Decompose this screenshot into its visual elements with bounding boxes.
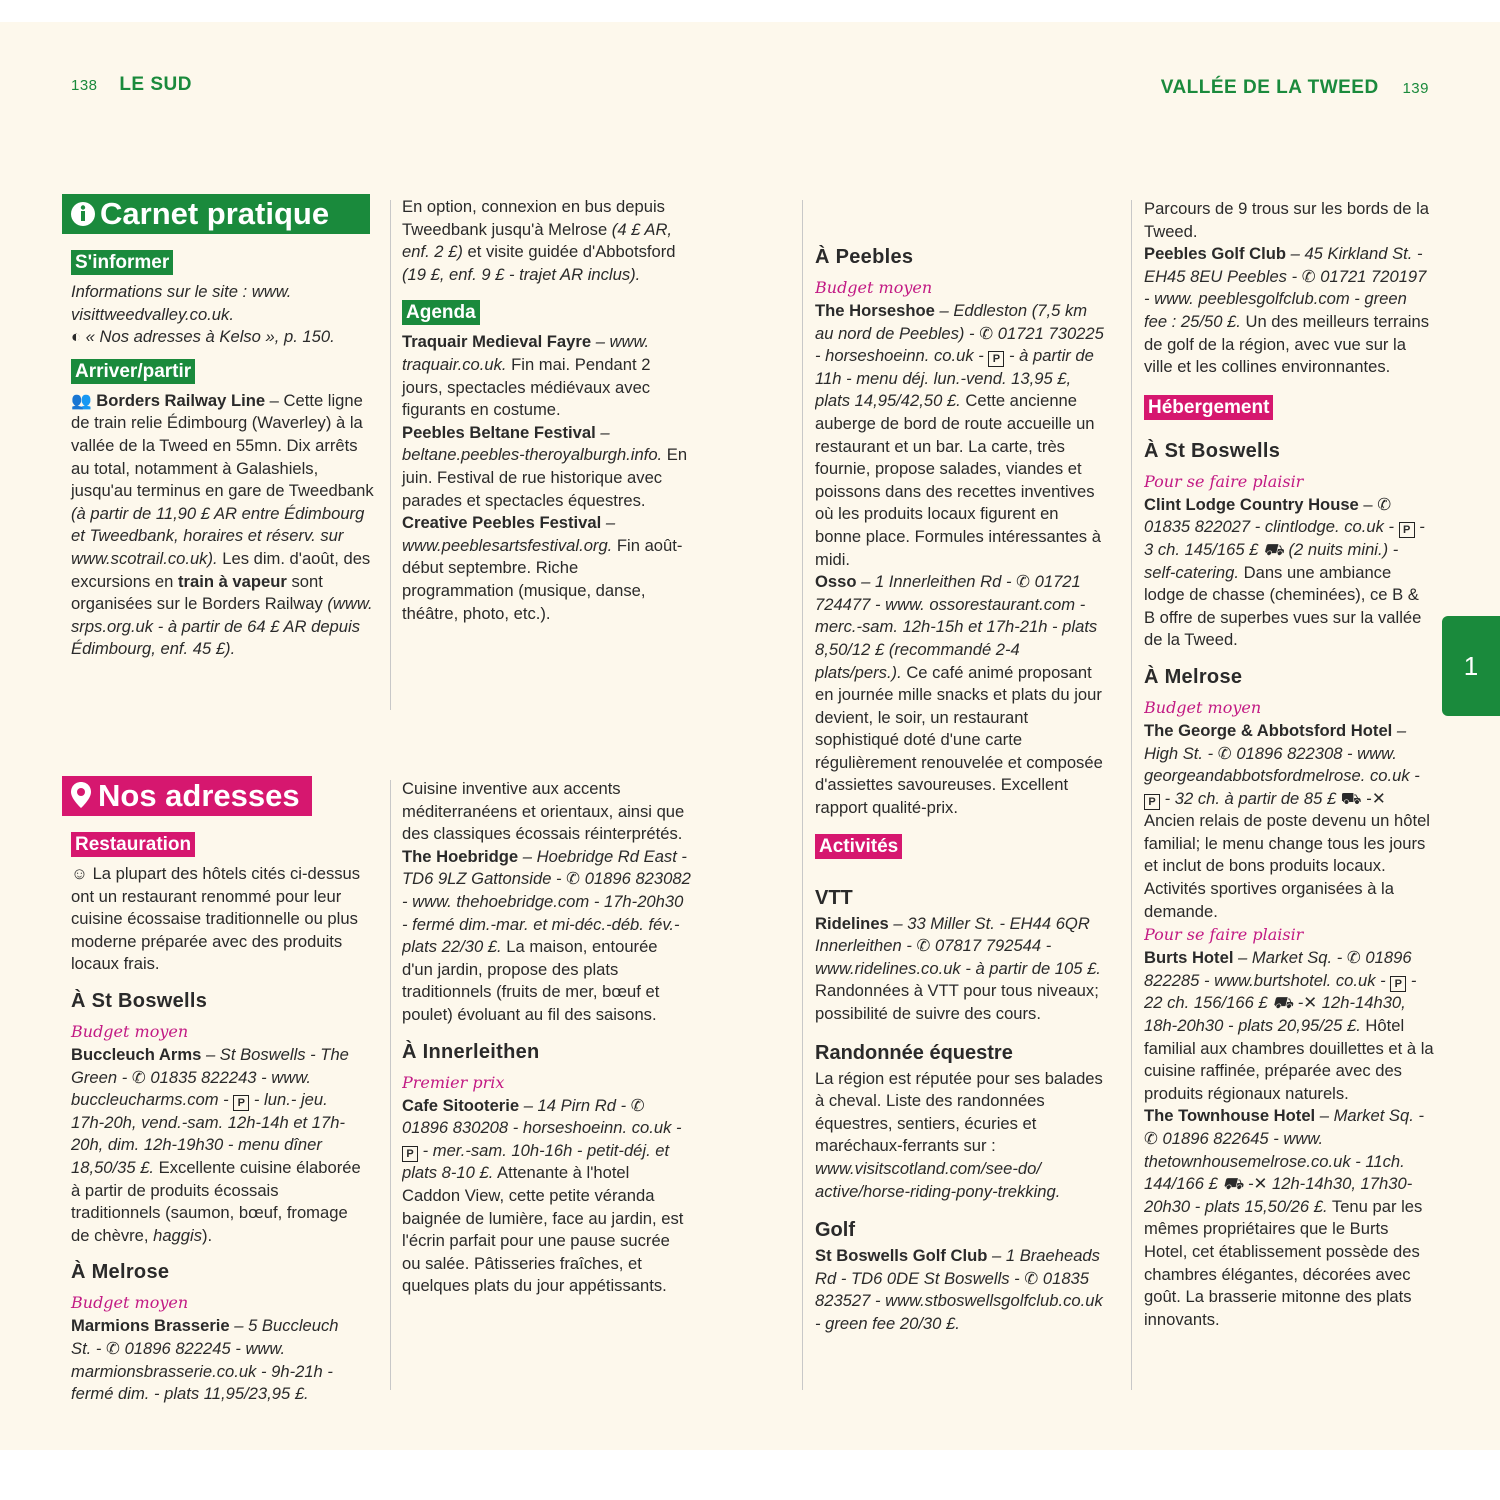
phone-icon: ✆	[566, 869, 581, 889]
parking-icon: P	[1399, 522, 1415, 538]
peebles-golf-entry: Peebles Golf Club – 45 Kirkland St. - EH45 8EU Peebles - ✆ 01721 720197 - www. peeblesgolfclub.com - green fee : 25/50 £. Un des meilleurs terrains de golf de la région, avec vue sur la ville et les collines environnantes.	[1144, 244, 1430, 377]
town-st-boswells: À St Boswells	[1144, 439, 1281, 462]
phone-icon: ✆	[1144, 1129, 1158, 1148]
sinformer-text: Informations sur le site : www. visittweedvalley.co.uk.	[71, 282, 292, 324]
marmions-brasserie-entry: Marmions Brasserie – 5 Buccleuch St. - ✆ 01896 822245 - www. marmionsbrasserie.co.uk - 9h-21h - fermé dim. - plats 11,95/23,95 £.	[71, 1316, 339, 1404]
cafe-sitooterie-entry: Cafe Sitooterie – 14 Pirn Rd - ✆ 01896 830208 - horseshoeinn. co.uk - P - mer.-sam. 10h-16h - petit-déj. et plats 8-10 £. Attenante à l'hotel Caddon View, cette petite véranda baignée de lumière, face au jardin, est l'écrin parfait pour une pause sucrée ou salée. Pâtisseries fraîches, et quelques plats du jour appétissants.	[402, 1095, 684, 1296]
town-st-boswells: À St Boswells	[71, 989, 208, 1012]
column-rule	[390, 780, 391, 1390]
parking-icon: P	[988, 351, 1004, 367]
column-3	[815, 198, 1105, 1390]
phone-icon: ✆	[1016, 572, 1030, 592]
column-rule	[1131, 200, 1132, 1390]
right-section-title: VALLÉE DE LA TWEED	[1160, 77, 1379, 98]
event-creative-peebles: Creative Peebles Festival – www.peeblesartsfestival.org. Fin août-début septembre. Riche programmation (musique, danse, théâtre, photo, etc.).	[402, 513, 683, 623]
column-4	[1144, 198, 1434, 1390]
hebergement-heading: Hébergement	[1144, 395, 1273, 420]
golf-heading: Golf	[815, 1219, 855, 1242]
osso-entry: Osso – 1 Innerleithen Rd - ✆ 01721 724477 - www. ossorestaurant.com - merc.-sam. 12h-15h et 17h-21h - plats 8,50/12 £ (recommandé 2-4 plats/pers.). Ce café animé proposant en journée mille snacks et plats du jour devient, le soir, un restaurant sophistiqué doté d'une carte régulièrement renouvelée et composée d'assiettes savoureuses. Excellent rapport qualité-prix.	[815, 572, 1103, 818]
townhouse-hotel-entry: The Townhouse Hotel – Market Sq. - ✆ 01896 822645 - www. thetownhousemelrose.co.uk - 11ch. 144/166 £ ⛟ -✕ 12h-14h30, 17h30- 20h30 - plats 15,50/26 £. Tenu par les mêmes propriétaires que le Burts Hotel, cet établissement possède des chambres élégantes, décorées avec goût. La brasserie mitonne des plats innovants.	[1144, 1106, 1424, 1329]
randonnee-text: La région est réputée pour ses balades à cheval. Liste des randonnées équestres, sentiers, écuries et maréchaux-ferrants sur : www.visitscotland.com/see-do/ active/horse-riding-pony-trekking.	[815, 1068, 1103, 1201]
cutlery-icon: ✕	[1253, 1174, 1268, 1194]
budget-label: Pour se faire plaisir	[1144, 471, 1304, 491]
phone-icon: ✆	[1024, 1268, 1039, 1288]
cutlery-icon: ✕	[1303, 993, 1318, 1013]
column-1-top	[62, 194, 374, 661]
parking-icon: P	[1390, 976, 1406, 992]
town-melrose: À Melrose	[1144, 665, 1243, 688]
phone-icon: ✆	[1301, 266, 1316, 286]
st-boswells-golf-entry: St Boswells Golf Club – 1 Braeheads Rd - TD6 0DE St Boswells - ✆ 01835 823527 - www.stboswellsgolfclub.co.uk - green fee 20/30 £.	[815, 1246, 1103, 1333]
phone-icon: ✆	[131, 1067, 146, 1087]
cross-reference: ◐ « Nos adresses à Kelso », p. 150.	[71, 327, 335, 347]
carnet-pratique-title: Carnet pratique	[62, 194, 370, 234]
ridelines-entry: Ridelines – 33 Miller St. - EH44 6QR Innerleithen - ✆ 07817 792544 - www.ridelines.co.uk - à partir de 105 £. Randonnées à VTT pour tous niveaux; possibilité de suivre des cours.	[815, 913, 1101, 1024]
town-innerleithen: À Innerleithen	[402, 1040, 540, 1063]
horseshoe-entry: The Horseshoe – Eddleston (7,5 km au nord de Peebles) - ✆ 01721 730225 - horseshoeinn. co.uk - P - à partir de 11h - menu déj. lun.-vend. 13,95 £, plats 14,95/42,50 £. Cette ancienne auberge de bord de route accueille un restaurant et un bar. La carte, très fournie, propose salades, viandes et poissons dans des recettes inventives où les produits locaux figurent en bonne place. Formules intéressantes à midi.	[815, 301, 1104, 569]
marmions-continued: Cuisine inventive aux accents méditerranéens et orientaux, ainsi que des classiques écossais réinterprétés.	[402, 779, 685, 844]
bed-icon: ⛟	[1340, 788, 1362, 808]
town-melrose: À Melrose	[71, 1261, 170, 1284]
info-icon	[70, 201, 96, 227]
vtt-heading: VTT	[815, 886, 853, 909]
event-traquair: Traquair Medieval Fayre – www. traquair.co.uk. Fin mai. Pendant 2 jours, spectacles médiévaux avec figurants en costume.	[402, 332, 651, 420]
left-page-number: 138	[71, 77, 98, 94]
phone-icon: ✆	[979, 323, 994, 343]
george-abbotsford-entry: The George & Abbotsford Hotel – High St. - ✆ 01896 822308 - www. georgeandabbotsfordmelrose. co.uk - P - 32 ch. à partir de 85 £ ⛟ -✕ Ancien relais de poste devenu un hôtel familial; le menu change tous les jours et inclut de bons produits locaux. Activités sportives organisées à la demande.	[1144, 720, 1430, 921]
cutlery-icon: ✕	[1371, 788, 1386, 808]
column-1-bottom	[62, 776, 362, 1406]
chapter-side-tab[interactable]: 1	[1442, 616, 1500, 716]
activites-heading: Activités	[815, 834, 902, 859]
restauration-intro: ☺ La plupart des hôtels cités ci-dessus ont un restaurant renommé pour leur cuisine écossaise traditionnelle ou plus moderne préparée avec des produits locaux frais.	[71, 864, 361, 974]
cross-reference-icon: ◐	[71, 327, 82, 347]
restauration-heading: Restauration	[71, 832, 195, 857]
parking-icon: P	[402, 1146, 418, 1162]
smiley-icon: ☺	[71, 864, 88, 883]
left-section-title: LE SUD	[119, 74, 192, 95]
budget-label: Budget moyen	[815, 278, 933, 297]
randonnee-heading: Randonnée équestre	[815, 1041, 1013, 1064]
right-page-number: 139	[1402, 80, 1429, 97]
buccleuch-arms-entry: Buccleuch Arms – St Boswells - The Green - ✆ 01835 822243 - www. buccleucharms.com - P - lun.- jeu. 17h-20h, vend.-sam. 12h-14h et 17h-20h, dim. 12h-19h30 - menu dîner 18,50/35 £. Excellente cuisine élaborée à partir de produits écossais traditionnels (saumon, bœuf, fromage de chèvre, haggis).	[71, 1044, 361, 1245]
budget-label: Pour se faire plaisir	[1144, 925, 1304, 945]
bottom-margin	[0, 1450, 1500, 1500]
borders-railway-continued: En option, connexion en bus depuis Tweedbank jusqu'à Melrose (4 £ AR, enf. 2 £) et visite guidée d'Abbotsford (19 £, enf. 9 £ - trajet AR inclus).	[402, 197, 676, 284]
st-boswells-golf-continued: Parcours de 9 trous sur les bords de la Tweed.	[1144, 199, 1430, 241]
page	[0, 22, 1500, 1450]
column-2-bottom	[402, 778, 692, 1388]
bed-icon: ⛟	[1222, 1174, 1244, 1194]
budget-label: Budget moyen	[71, 1293, 189, 1313]
phone-icon: ✆	[916, 936, 931, 956]
hoebridge-entry: The Hoebridge – Hoebridge Rd East - TD6 9LZ Gattonside - ✆ 01896 823082 - www. thehoebridge.com - 17h-20h30 - fermé dim.-mar. et mi-déc.-déb. fév.- plats 22/30 £. La maison, entourée d'un jardin, propose des plats traditionnels (fruits de mer, bœuf et poulet) évoluant au fil des saisons.	[402, 846, 691, 1024]
phone-icon: ✆	[1217, 743, 1232, 763]
left-header	[71, 74, 192, 96]
phone-icon: ✆	[106, 1338, 120, 1358]
sinformer-heading: S'informer	[71, 250, 173, 275]
arriver-heading: Arriver/partir	[71, 359, 195, 384]
right-header	[1161, 77, 1429, 99]
nos-adresses-title: Nos adresses	[62, 776, 312, 816]
borders-railway-entry: 👥 Borders Railway Line – Cette ligne de train relie Édimbourg (Waverley) à la vallée de la Tweed en 55mn. Dix arrêts au total, notamment à Galashiels, jusqu'au terminus en gare de Tweedbank (à partir de 11,90 £ AR entre Édimbourg et Tweedbank, horaires et réserv. sur www.scotrail.co.uk). Les dim. d'août, des excursions en train à vapeur sont organisées sur le Borders Railway (www. srps.org.uk - à partir de 64 £ AR depuis Édimbourg, enf. 45 £).	[71, 390, 374, 659]
burts-hotel-entry: Burts Hotel – Market Sq. - ✆ 01896 822285 - www.burtshotel. co.uk - P - 22 ch. 156/166 £ ⛟ -✕ 12h-14h30, 18h-20h30 - plats 20,95/25 £. Hôtel familial aux chambres douillettes et à la cuisine raffinée, préparée avec des produits régionaux naturels.	[1144, 948, 1434, 1103]
parking-icon: P	[1144, 794, 1160, 810]
group-icon: 👥	[71, 390, 92, 410]
budget-label: Premier prix	[402, 1072, 505, 1092]
clint-lodge-entry: Clint Lodge Country House – ✆ 01835 822027 - clintlodge. co.uk - P - 3 ch. 145/165 £ ⛟ (2 nuits mini.) - self-catering. Dans une ambiance lodge de chasse (cheminées), ce B & B offre de superbes vues sur la vallée de la Tweed.	[1144, 494, 1425, 650]
phone-icon: ✆	[630, 1095, 645, 1115]
budget-label: Budget moyen	[71, 1021, 189, 1041]
bed-icon: ⛟	[1263, 539, 1284, 559]
event-beltane: Peebles Beltane Festival – beltane.peebles-theroyalburgh.info. En juin. Festival de rue historique avec parades et spectacles équestres.	[402, 422, 688, 510]
phone-icon: ✆	[1346, 948, 1361, 968]
column-rule	[390, 200, 391, 710]
town-peebles: À Peebles	[815, 246, 914, 268]
budget-label: Budget moyen	[1144, 697, 1262, 717]
bed-icon: ⛟	[1272, 993, 1294, 1013]
column-2-top	[402, 196, 694, 625]
parking-icon: P	[233, 1095, 249, 1111]
map-pin-icon	[70, 781, 92, 809]
phone-icon: ✆	[1377, 494, 1392, 514]
column-rule	[802, 200, 803, 1390]
agenda-heading: Agenda	[402, 300, 480, 325]
